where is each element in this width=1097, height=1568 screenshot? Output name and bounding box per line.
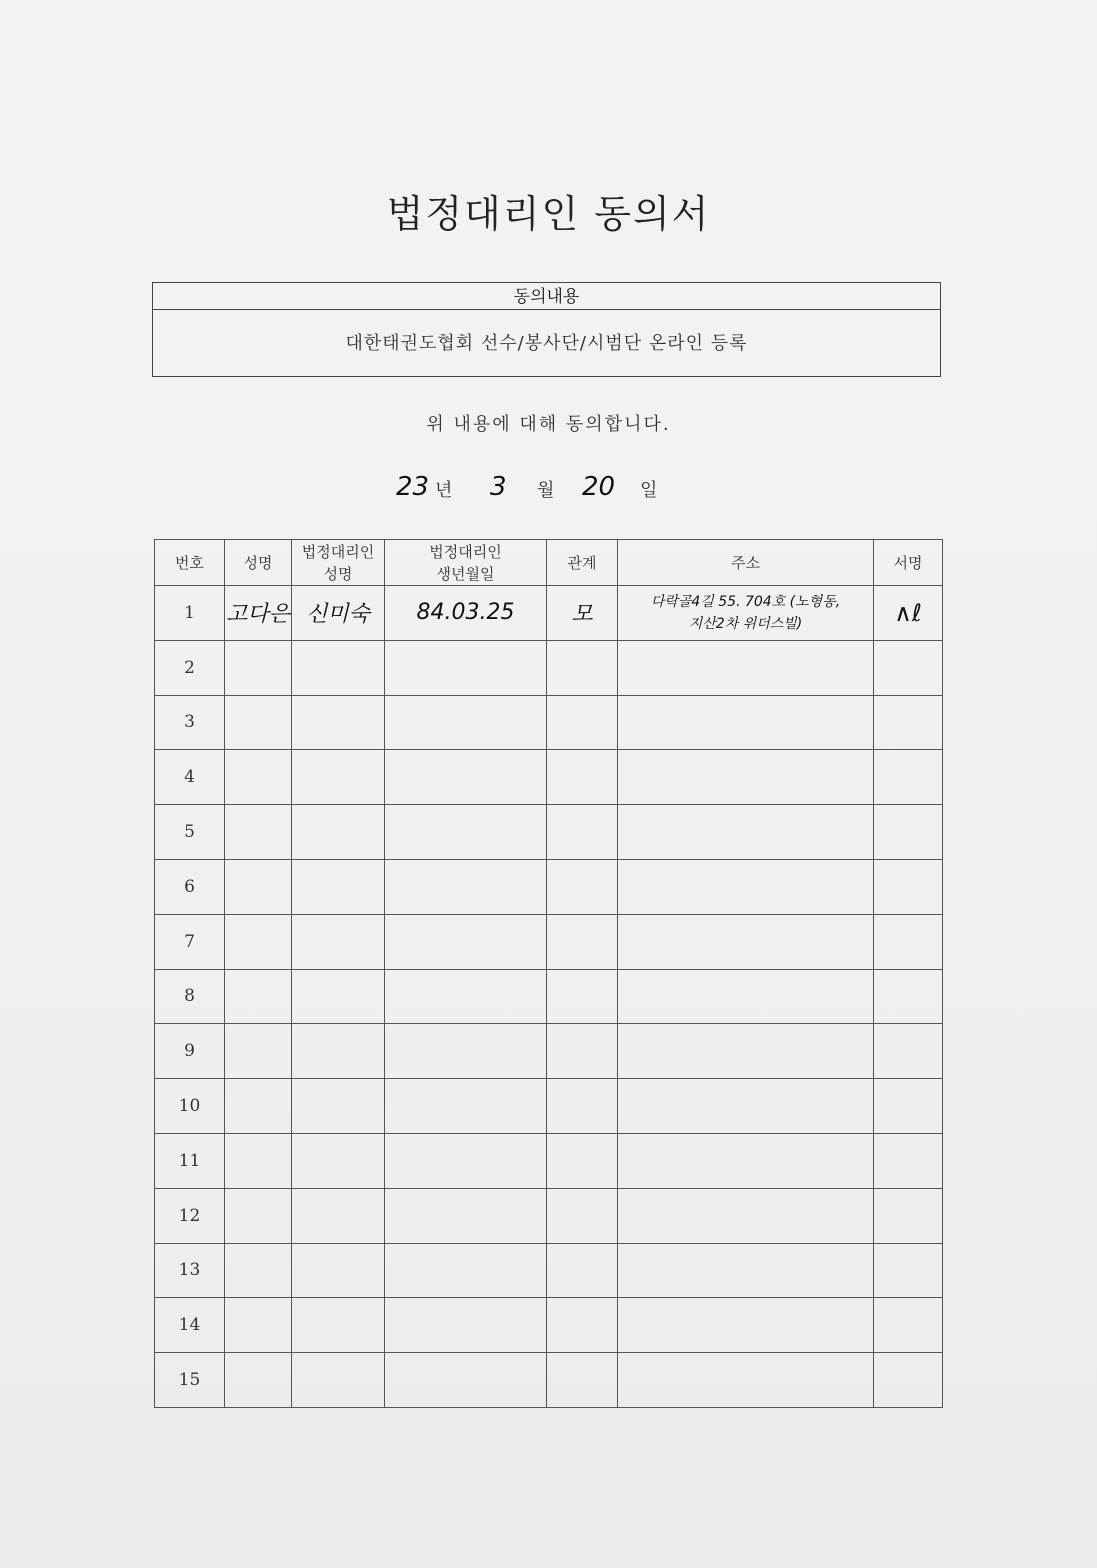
row-name bbox=[225, 1024, 292, 1079]
row-guardian-birth-text: 84.03.25 bbox=[416, 600, 515, 626]
row-address bbox=[618, 1079, 874, 1134]
row-guardian-birth bbox=[385, 640, 547, 695]
table-header-row bbox=[155, 540, 943, 586]
row-name bbox=[225, 805, 292, 860]
row-name bbox=[225, 750, 292, 805]
row-number-text: 8 bbox=[184, 986, 195, 1007]
row-address bbox=[618, 1243, 874, 1298]
row-number bbox=[155, 1298, 225, 1353]
row-signature bbox=[874, 1188, 943, 1243]
row-name bbox=[225, 1353, 292, 1408]
table-row bbox=[155, 750, 943, 805]
row-guardian-name-text: 신미숙 bbox=[306, 602, 370, 628]
row-guardian-birth bbox=[385, 586, 547, 641]
row-number-text: 5 bbox=[184, 822, 195, 843]
row-signature bbox=[874, 1353, 943, 1408]
date-month: 3 bbox=[490, 472, 507, 502]
row-signature bbox=[874, 1024, 943, 1079]
row-guardian-birth bbox=[385, 1298, 547, 1353]
row-guardian-birth bbox=[385, 805, 547, 860]
row-guardian-birth bbox=[385, 1133, 547, 1188]
row-number-text: 11 bbox=[178, 1150, 201, 1171]
row-number bbox=[155, 750, 225, 805]
table-row bbox=[155, 586, 943, 641]
row-number bbox=[155, 1079, 225, 1134]
row-relation bbox=[547, 586, 618, 641]
consent-header: 동의내용 bbox=[153, 283, 940, 310]
row-address bbox=[618, 640, 874, 695]
row-guardian-birth bbox=[385, 750, 547, 805]
row-name bbox=[225, 914, 292, 969]
row-number bbox=[155, 1133, 225, 1188]
row-number-text: 1 bbox=[184, 602, 195, 623]
row-address-address-line2: 지산2차 위더스빌) bbox=[688, 615, 803, 632]
row-number bbox=[155, 640, 225, 695]
table-row bbox=[155, 1079, 943, 1134]
row-number bbox=[155, 1024, 225, 1079]
row-signature bbox=[874, 859, 943, 914]
signature-mark: ∧ℓ bbox=[894, 598, 922, 627]
row-address bbox=[618, 1133, 874, 1188]
row-signature bbox=[874, 1079, 943, 1134]
row-guardian-name bbox=[292, 586, 385, 641]
row-number-text: 7 bbox=[184, 931, 195, 952]
date-day-label: 일 bbox=[640, 480, 658, 501]
row-guardian-name bbox=[292, 1353, 385, 1408]
table-row bbox=[155, 859, 943, 914]
table-row bbox=[155, 640, 943, 695]
row-number-text: 13 bbox=[178, 1260, 201, 1281]
row-signature bbox=[874, 750, 943, 805]
row-guardian-birth bbox=[385, 969, 547, 1024]
row-name bbox=[225, 1298, 292, 1353]
row-guardian-name bbox=[292, 695, 385, 750]
row-number-text: 9 bbox=[184, 1041, 195, 1062]
row-number-text: 4 bbox=[184, 767, 195, 788]
table-row bbox=[155, 1353, 943, 1408]
row-guardian-name bbox=[292, 914, 385, 969]
row-signature bbox=[874, 640, 943, 695]
row-name bbox=[225, 859, 292, 914]
row-guardian-birth bbox=[385, 1024, 547, 1079]
row-number bbox=[155, 914, 225, 969]
date-day: 20 bbox=[582, 472, 616, 502]
row-relation bbox=[547, 695, 618, 750]
row-name bbox=[225, 695, 292, 750]
row-relation bbox=[547, 1133, 618, 1188]
row-signature bbox=[874, 969, 943, 1024]
page-title: 법정대리인 동의서 bbox=[386, 192, 711, 236]
row-address bbox=[618, 750, 874, 805]
row-guardian-birth bbox=[385, 1243, 547, 1298]
row-number-text: 2 bbox=[184, 657, 195, 678]
date-year: 23 bbox=[396, 472, 430, 502]
row-guardian-name bbox=[292, 805, 385, 860]
row-signature bbox=[874, 914, 943, 969]
row-signature bbox=[874, 586, 943, 641]
table-row bbox=[155, 1133, 943, 1188]
header-name: 성명 bbox=[225, 540, 292, 586]
agree-statement: 위 내용에 대해 동의합니다. bbox=[426, 414, 671, 435]
row-name bbox=[225, 1133, 292, 1188]
row-guardian-name bbox=[292, 859, 385, 914]
row-address bbox=[618, 1188, 874, 1243]
consent-body: 대한태권도협회 선수/봉사단/시범단 온라인 등록 bbox=[345, 333, 748, 354]
row-number-text: 3 bbox=[184, 712, 195, 733]
row-relation bbox=[547, 1188, 618, 1243]
row-address bbox=[618, 695, 874, 750]
row-relation bbox=[547, 969, 618, 1024]
row-guardian-birth bbox=[385, 859, 547, 914]
row-address bbox=[618, 1024, 874, 1079]
row-address bbox=[618, 1353, 874, 1408]
row-number bbox=[155, 695, 225, 750]
row-address bbox=[618, 805, 874, 860]
row-relation bbox=[547, 640, 618, 695]
row-guardian-name bbox=[292, 1188, 385, 1243]
row-address bbox=[618, 1298, 874, 1353]
header-signature: 서명 bbox=[874, 540, 943, 586]
row-number bbox=[155, 859, 225, 914]
table-row bbox=[155, 914, 943, 969]
row-name-text: 고다은 bbox=[226, 602, 290, 628]
row-guardian-name bbox=[292, 750, 385, 805]
row-signature bbox=[874, 1298, 943, 1353]
row-number-text: 15 bbox=[178, 1370, 201, 1391]
row-address-address-line1: 다락골4길 55. 704호 (노형동, bbox=[650, 593, 841, 610]
header-guardian-name bbox=[292, 540, 385, 586]
row-signature bbox=[874, 805, 943, 860]
row-name bbox=[225, 969, 292, 1024]
row-relation-text: 모 bbox=[571, 602, 593, 628]
row-number bbox=[155, 586, 225, 641]
row-guardian-name bbox=[292, 1079, 385, 1134]
table-row bbox=[155, 969, 943, 1024]
header-no: 번호 bbox=[155, 540, 225, 586]
guardian-table bbox=[154, 539, 943, 1408]
row-relation bbox=[547, 914, 618, 969]
row-relation bbox=[547, 750, 618, 805]
header-guardian-name-line1: 법정대리인 bbox=[301, 542, 375, 561]
row-address bbox=[618, 914, 874, 969]
header-address: 주소 bbox=[618, 540, 874, 586]
row-name bbox=[225, 1188, 292, 1243]
row-address bbox=[618, 859, 874, 914]
header-relation: 관계 bbox=[547, 540, 618, 586]
header-guardian-birth-line2: 생년월일 bbox=[436, 564, 495, 583]
table-row bbox=[155, 1298, 943, 1353]
row-number bbox=[155, 805, 225, 860]
row-guardian-name bbox=[292, 640, 385, 695]
row-guardian-name bbox=[292, 1133, 385, 1188]
consent-box bbox=[152, 282, 941, 377]
header-guardian-birth-line1: 법정대리인 bbox=[429, 542, 502, 561]
table-row bbox=[155, 695, 943, 750]
row-number-text: 14 bbox=[178, 1315, 201, 1336]
row-relation bbox=[547, 1353, 618, 1408]
row-number-text: 6 bbox=[184, 876, 195, 897]
row-signature bbox=[874, 1133, 943, 1188]
row-guardian-birth bbox=[385, 1079, 547, 1134]
row-address bbox=[618, 969, 874, 1024]
table-row bbox=[155, 1243, 943, 1298]
row-name bbox=[225, 1079, 292, 1134]
header-guardian-name-line2: 성명 bbox=[323, 564, 353, 583]
row-guardian-name bbox=[292, 1243, 385, 1298]
row-name bbox=[225, 1243, 292, 1298]
row-signature bbox=[874, 695, 943, 750]
row-number bbox=[155, 1188, 225, 1243]
row-guardian-birth bbox=[385, 1353, 547, 1408]
row-number-text: 12 bbox=[178, 1205, 201, 1226]
table-row bbox=[155, 1188, 943, 1243]
table-row bbox=[155, 805, 943, 860]
row-number bbox=[155, 1353, 225, 1408]
table-row bbox=[155, 1024, 943, 1079]
row-guardian-birth bbox=[385, 914, 547, 969]
date-year-label: 년 bbox=[435, 480, 453, 501]
row-relation bbox=[547, 859, 618, 914]
row-relation bbox=[547, 1024, 618, 1079]
row-relation bbox=[547, 1243, 618, 1298]
row-guardian-name bbox=[292, 1298, 385, 1353]
date-line bbox=[0, 468, 1097, 508]
row-name bbox=[225, 640, 292, 695]
row-relation bbox=[547, 1079, 618, 1134]
date-month-label: 월 bbox=[537, 480, 555, 501]
row-signature bbox=[874, 1243, 943, 1298]
row-number bbox=[155, 1243, 225, 1298]
row-guardian-birth bbox=[385, 695, 547, 750]
header-guardian-birth bbox=[385, 540, 547, 586]
row-guardian-birth bbox=[385, 1188, 547, 1243]
row-guardian-name bbox=[292, 1024, 385, 1079]
row-relation bbox=[547, 1298, 618, 1353]
row-address bbox=[618, 586, 874, 641]
row-number-text: 10 bbox=[178, 1096, 201, 1117]
row-relation bbox=[547, 805, 618, 860]
row-guardian-name bbox=[292, 969, 385, 1024]
row-number bbox=[155, 969, 225, 1024]
row-name bbox=[225, 586, 292, 641]
